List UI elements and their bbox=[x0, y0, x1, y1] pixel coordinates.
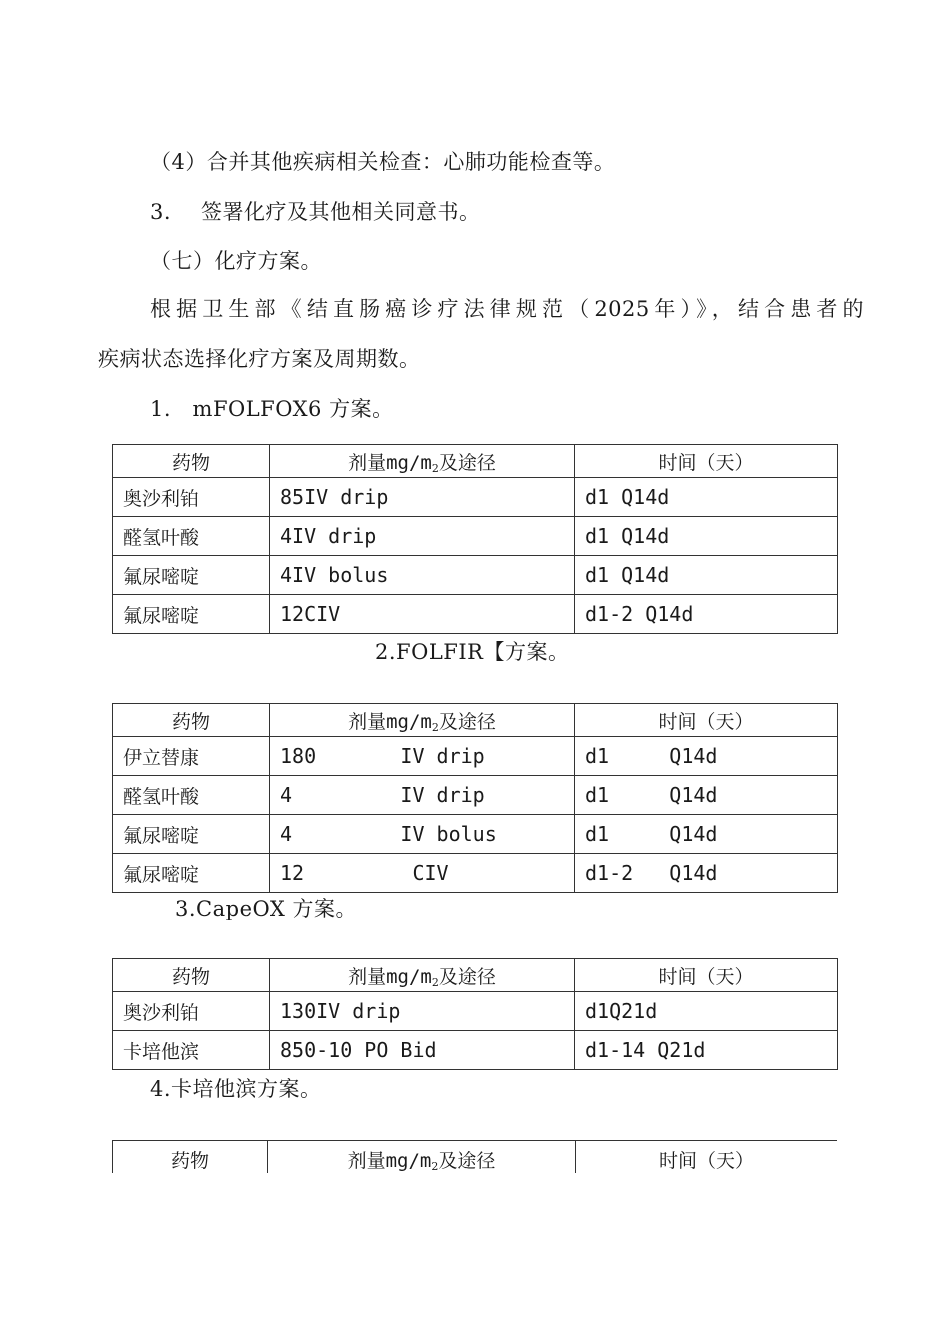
regimen3-title-clip bbox=[175, 898, 475, 920]
regimen2-title: 2.FOLFIR【方案。 bbox=[375, 640, 570, 664]
header-dose-unit: mg/m bbox=[386, 965, 432, 988]
header-dose-sub: 2 bbox=[431, 975, 439, 989]
table-header-row bbox=[113, 445, 838, 478]
header-dose-sub: 2 bbox=[431, 720, 439, 734]
table-row bbox=[113, 556, 838, 595]
header-dose bbox=[270, 959, 575, 992]
header-dose bbox=[268, 1141, 576, 1174]
drug-name: 氟尿嘧啶 bbox=[113, 595, 270, 634]
table-row bbox=[113, 737, 838, 776]
drug-dose: 4 IV bolus bbox=[270, 815, 575, 854]
regimen3-title: 3.CapeOX 方案。 bbox=[175, 898, 357, 920]
consent-text: 签署化疗及其他相关同意书。 bbox=[201, 200, 481, 224]
regimen1-table bbox=[112, 444, 838, 634]
table-row bbox=[113, 478, 838, 517]
header-dose-suffix: 及途径 bbox=[438, 965, 496, 988]
header-time: 时间（天） bbox=[576, 1141, 838, 1174]
drug-name: 奥沙利铂 bbox=[113, 478, 270, 517]
drug-time: d1Q21d bbox=[575, 992, 838, 1031]
header-drug: 药物 bbox=[113, 1141, 268, 1174]
header-dose-suffix: 及途径 bbox=[438, 710, 496, 733]
regimen4-title: 4.卡培他滨方案。 bbox=[150, 1077, 322, 1101]
drug-time: d1 Q14d bbox=[575, 815, 838, 854]
drug-time: d1 Q14d bbox=[575, 517, 838, 556]
regimen3-table bbox=[112, 958, 838, 1070]
header-dose bbox=[270, 704, 575, 737]
drug-time: d1 Q14d bbox=[575, 737, 838, 776]
header-dose-unit: mg/m bbox=[385, 1149, 432, 1172]
paragraph-guideline-line2: 疾病状态选择化疗方案及周期数。 bbox=[98, 347, 421, 371]
header-dose-suffix: 及途径 bbox=[438, 451, 496, 474]
drug-name: 醛氢叶酸 bbox=[113, 517, 270, 556]
table-row bbox=[113, 1031, 838, 1070]
paragraph-other-exams: （4）合并其他疾病相关检查：心肺功能检查等。 bbox=[150, 150, 616, 174]
header-dose-sub: 2 bbox=[431, 1159, 439, 1173]
drug-dose: 130IV drip bbox=[270, 992, 575, 1031]
regimen4-table-clip bbox=[112, 1140, 837, 1173]
regimen1-title: 1. mFOLFOX6 方案。 bbox=[150, 397, 394, 421]
table-row bbox=[113, 517, 838, 556]
drug-time: d1-14 Q21d bbox=[575, 1031, 838, 1070]
header-dose-prefix: 剂量 bbox=[348, 710, 387, 733]
drug-name: 氟尿嘧啶 bbox=[113, 854, 270, 893]
header-drug: 药物 bbox=[113, 704, 270, 737]
drug-time: d1-2 Q14d bbox=[575, 854, 838, 893]
header-time: 时间（天） bbox=[575, 704, 838, 737]
drug-dose: 12CIV bbox=[270, 595, 575, 634]
table-row bbox=[113, 854, 838, 893]
drug-dose: 4 IV drip bbox=[270, 776, 575, 815]
drug-dose: 4IV bolus bbox=[270, 556, 575, 595]
drug-dose: 180 IV drip bbox=[270, 737, 575, 776]
table-row bbox=[113, 992, 838, 1031]
header-dose-prefix: 剂量 bbox=[348, 451, 387, 474]
drug-time: d1-2 Q14d bbox=[575, 595, 838, 634]
header-dose-unit: mg/m bbox=[386, 451, 432, 474]
drug-name: 氟尿嘧啶 bbox=[113, 556, 270, 595]
drug-name: 奥沙利铂 bbox=[113, 992, 270, 1031]
list-number: 3. bbox=[150, 200, 172, 224]
paragraph-guideline-line1: 根据卫生部《结直肠癌诊疗法律规范（2025年）》，结合患者的 bbox=[150, 297, 864, 321]
drug-dose: 4IV drip bbox=[270, 517, 575, 556]
drug-dose: 12 CIV bbox=[270, 854, 575, 893]
drug-dose: 850-10 PO Bid bbox=[270, 1031, 575, 1070]
table-header-row bbox=[113, 704, 838, 737]
drug-dose: 85IV drip bbox=[270, 478, 575, 517]
table-row bbox=[113, 776, 838, 815]
header-dose-unit: mg/m bbox=[386, 710, 432, 733]
drug-time: d1 Q14d bbox=[575, 776, 838, 815]
drug-name: 卡培他滨 bbox=[113, 1031, 270, 1070]
drug-name: 氟尿嘧啶 bbox=[113, 815, 270, 854]
header-time: 时间（天） bbox=[575, 959, 838, 992]
regimen2-table bbox=[112, 703, 838, 893]
regimen4-table bbox=[112, 1140, 837, 1173]
header-dose-prefix: 剂量 bbox=[347, 1149, 386, 1172]
table-header-row bbox=[113, 1141, 838, 1174]
drug-name: 醛氢叶酸 bbox=[113, 776, 270, 815]
table-header-row bbox=[113, 959, 838, 992]
header-drug: 药物 bbox=[113, 445, 270, 478]
table-row bbox=[113, 595, 838, 634]
header-time: 时间（天） bbox=[575, 445, 838, 478]
table-row bbox=[113, 815, 838, 854]
header-dose-prefix: 剂量 bbox=[348, 965, 387, 988]
paragraph-consent bbox=[150, 197, 481, 227]
header-dose-sub: 2 bbox=[431, 461, 439, 475]
drug-name: 伊立替康 bbox=[113, 737, 270, 776]
drug-time: d1 Q14d bbox=[575, 556, 838, 595]
header-dose bbox=[270, 445, 575, 478]
header-drug: 药物 bbox=[113, 959, 270, 992]
header-dose-suffix: 及途径 bbox=[438, 1149, 496, 1172]
drug-time: d1 Q14d bbox=[575, 478, 838, 517]
section-heading-chemo-plan: （七）化疗方案。 bbox=[150, 249, 322, 273]
